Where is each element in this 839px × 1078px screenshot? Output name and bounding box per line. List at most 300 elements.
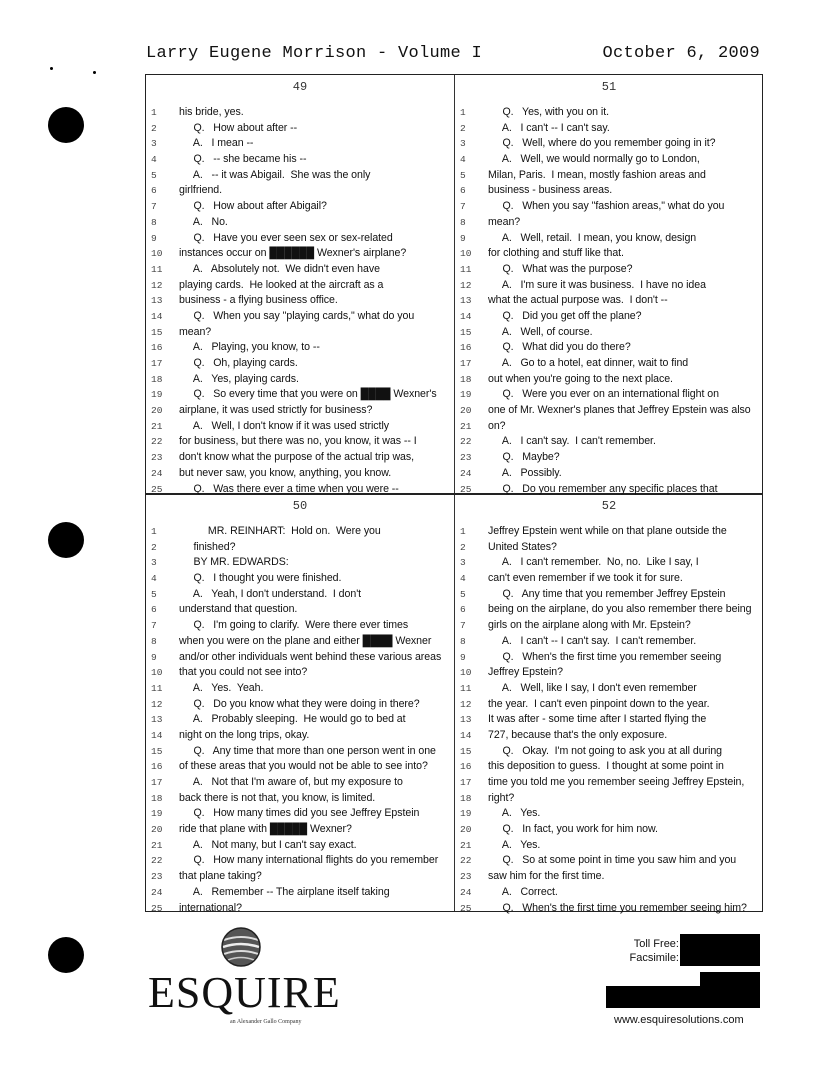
transcript-line [146, 744, 454, 760]
transcript-line [146, 571, 454, 587]
line-number: 10 [151, 667, 163, 679]
line-text: for clothing and stuff like that. [488, 247, 624, 260]
line-text: Q. Did you get off the plane? [488, 309, 642, 322]
line-text: A. Playing, you know, to -- [179, 341, 320, 354]
brand-name: ESQUIRE [148, 968, 341, 1017]
line-text: Q. How many times did you see Jeffrey Epstein [179, 807, 420, 820]
line-text: Q. What did you do there? [488, 341, 631, 354]
line-number: 17 [151, 358, 163, 369]
line-number: 23 [460, 452, 472, 464]
line-number: 13 [460, 714, 472, 726]
line-text: A. Yes. [488, 807, 541, 820]
line-number: 11 [460, 263, 472, 275]
transcript-line [146, 853, 454, 869]
line-number: 4 [151, 573, 157, 585]
line-text: instances occur on ██████ Wexner's airplane? [179, 247, 407, 260]
line-text: A. Yes, playing cards. [179, 372, 299, 385]
page-number: 49 [292, 80, 308, 94]
line-text: night on the long trips, okay. [179, 728, 310, 741]
line-text: MR. REINHART: Hold on. Were you [179, 525, 381, 537]
transcript-line [146, 540, 454, 556]
line-number: 9 [460, 651, 466, 663]
line-text: Q. Okay. I'm not going to ask you at all during [488, 744, 723, 757]
line-text: when you were on the plane and either ████ Wexner [179, 634, 432, 647]
line-text: A. I can't remember. No, no. Like I say, I [488, 556, 699, 569]
transcript-line [146, 231, 454, 247]
line-text: Q. When you say "fashion areas," what do you [488, 200, 725, 213]
transcript-line [455, 466, 763, 482]
transcript-line [455, 215, 763, 231]
line-number: 11 [151, 263, 163, 275]
line-number: 14 [151, 729, 163, 741]
transcript-line [146, 356, 454, 372]
line-text: right? [488, 791, 515, 804]
transcript-line [146, 434, 454, 450]
transcript-line [146, 822, 454, 838]
page-lines [146, 105, 454, 497]
line-text: Q. How about after -- [179, 121, 298, 134]
transcript-line [455, 712, 763, 728]
line-number: 19 [460, 389, 472, 401]
line-text: on? [488, 419, 506, 432]
line-number: 22 [460, 855, 472, 867]
transcript-line [146, 602, 454, 618]
transcript-line [146, 121, 454, 137]
transcript-line [455, 199, 763, 215]
transcript-line [146, 183, 454, 199]
globe-icon [220, 926, 262, 968]
line-number: 5 [151, 588, 157, 600]
line-text: A. I can't -- I can't say. I can't remember. [488, 634, 697, 647]
line-text: mean? [179, 325, 212, 338]
esquire-logo [148, 926, 388, 1025]
transcript-line [455, 728, 763, 744]
line-text: girlfriend. [179, 184, 223, 197]
transcript-line [455, 340, 763, 356]
transcript-line [146, 885, 454, 901]
transcript-line [146, 728, 454, 744]
transcript-line [146, 555, 454, 571]
line-number: 18 [460, 373, 472, 385]
line-number: 14 [151, 310, 163, 322]
transcript-line [146, 152, 454, 168]
line-text: playing cards. He looked at the aircraft as a [179, 278, 384, 291]
line-number: 17 [460, 777, 472, 788]
line-number: 14 [460, 310, 472, 322]
line-text: Q. When's the first time you remember seeing him? [488, 901, 747, 914]
transcript-line [455, 231, 763, 247]
line-text: this deposition to guess. I thought at some point in [488, 760, 724, 773]
line-text: out when you're going to the next place. [488, 372, 673, 385]
line-text: A. -- it was Abigail. She was the only [179, 168, 371, 181]
page-lines [455, 524, 763, 916]
page-number: 52 [601, 499, 617, 513]
line-number: 19 [460, 808, 472, 820]
line-number: 21 [151, 420, 163, 432]
transcript-line [455, 450, 763, 466]
facsimile-label: Facsimile: [629, 952, 679, 964]
line-text: Q. In fact, you work for him now. [488, 823, 658, 836]
transcript-line [146, 618, 454, 634]
line-number: 18 [151, 373, 163, 385]
line-number: 2 [151, 122, 157, 134]
line-text: A. Probably sleeping. He would go to bed at [179, 713, 406, 726]
transcript-page [455, 494, 763, 912]
line-number: 3 [460, 557, 466, 569]
line-text: business - a flying business office. [179, 294, 338, 307]
line-number: 5 [151, 169, 157, 181]
transcript-line [455, 540, 763, 556]
line-text: Jeffrey Epstein went while on that plane outside the [488, 525, 727, 537]
transcript-line [455, 262, 763, 278]
line-text: Q. Do you know what they were doing in there? [179, 697, 420, 710]
line-text: A. Remember -- The airplane itself taking [179, 885, 390, 898]
line-number: 5 [460, 169, 466, 181]
line-number: 17 [460, 358, 472, 369]
line-number: 4 [460, 573, 466, 585]
line-text: BY MR. EDWARDS: [179, 556, 289, 569]
line-number: 16 [460, 761, 472, 773]
deposition-title: Larry Eugene Morrison - Volume I [146, 44, 483, 63]
transcript-line [455, 806, 763, 822]
line-number: 1 [460, 526, 466, 537]
line-number: 8 [151, 216, 157, 228]
line-text: mean? [488, 215, 521, 228]
line-number: 10 [151, 248, 163, 260]
line-text: but never saw, you know, anything, you know. [179, 466, 392, 479]
transcript-line [455, 168, 763, 184]
transcript-line [146, 419, 454, 435]
transcript-line [146, 681, 454, 697]
line-text: what the actual purpose was. I don't -- [488, 294, 668, 307]
line-text: Q. Do you remember any specific places that [488, 482, 718, 495]
line-number: 22 [151, 855, 163, 867]
page-lines [146, 524, 454, 916]
line-text: Q. When's the first time you remember seeing [488, 650, 722, 663]
line-number: 18 [151, 792, 163, 804]
line-text: A. Well, like I say, I don't even remember [488, 681, 697, 694]
line-text: Q. Any time that more than one person went in one [179, 744, 436, 757]
line-text: Jeffrey Epstein? [488, 666, 563, 679]
line-number: 2 [460, 122, 466, 134]
transcript-line [455, 183, 763, 199]
transcript-line [146, 325, 454, 341]
line-number: 1 [151, 526, 157, 537]
line-text: don't know what the purpose of the actual trip was, [179, 451, 415, 464]
transcript-line [455, 901, 763, 917]
line-number: 24 [151, 467, 163, 479]
line-number: 13 [460, 295, 472, 307]
transcript-line [455, 697, 763, 713]
line-text: Q. So at some point in time you saw him and you [488, 854, 737, 867]
line-number: 21 [151, 839, 163, 851]
line-number: 11 [460, 682, 472, 694]
transcript-line [455, 618, 763, 634]
transcript-line [455, 246, 763, 262]
line-text: airplane, it was used strictly for business? [179, 404, 373, 417]
line-number: 5 [460, 588, 466, 600]
line-text: Q. So every time that you were on ████ Wexner's [179, 388, 437, 401]
transcript-page [455, 75, 763, 493]
transcript-line [455, 136, 763, 152]
toll-free-label: Toll Free: [633, 938, 679, 950]
line-number: 25 [460, 483, 472, 495]
transcript-line [455, 775, 763, 791]
line-number: 20 [460, 405, 472, 417]
binder-hole-bottom [48, 937, 84, 973]
transcript-line [146, 869, 454, 885]
line-number: 9 [151, 232, 157, 244]
page-lines [455, 105, 763, 497]
line-number: 24 [460, 467, 472, 479]
line-number: 11 [151, 682, 163, 694]
transcript-line [455, 278, 763, 294]
transcript-line [146, 168, 454, 184]
line-number: 12 [151, 698, 163, 710]
transcript-line [146, 791, 454, 807]
line-number: 4 [460, 154, 466, 166]
line-text: Q. How many international flights do you remember [179, 854, 439, 867]
line-number: 13 [151, 295, 163, 307]
line-number: 7 [460, 201, 466, 213]
transcript-line [146, 340, 454, 356]
transcript-line [455, 650, 763, 666]
line-number: 1 [460, 107, 466, 118]
line-text: Milan, Paris. I mean, mostly fashion areas and [488, 168, 706, 181]
transcript-line [146, 587, 454, 603]
line-text: Q. Have you ever seen sex or sex-related [179, 231, 393, 244]
scan-speck [93, 71, 96, 74]
transcript-line [455, 744, 763, 760]
transcript-line [146, 246, 454, 262]
line-number: 22 [151, 436, 163, 448]
transcript-line [455, 356, 763, 372]
transcript-line [455, 853, 763, 869]
line-text: that plane taking? [179, 870, 262, 883]
line-number: 13 [151, 714, 163, 726]
transcript-line [146, 278, 454, 294]
line-number: 21 [460, 839, 472, 851]
line-number: 23 [151, 452, 163, 464]
line-text: back there is not that, you know, is limited. [179, 791, 376, 804]
line-number: 23 [151, 871, 163, 883]
transcript-line [455, 885, 763, 901]
line-text: A. Yes. [488, 838, 541, 851]
transcript-line [146, 450, 454, 466]
transcript-page [146, 75, 454, 493]
transcript-line [146, 372, 454, 388]
line-number: 7 [460, 620, 466, 632]
line-number: 2 [151, 541, 157, 553]
line-number: 25 [151, 902, 163, 914]
redaction-box [680, 934, 760, 966]
line-text: can't even remember if we took it for sure. [488, 572, 683, 585]
line-text: ride that plane with █████ Wexner? [179, 823, 352, 836]
line-number: 10 [460, 667, 472, 679]
transcript-line [455, 105, 763, 121]
line-text: international? [179, 901, 242, 914]
line-text: girls on the airplane along with Mr. Epstein? [488, 619, 691, 632]
contact-block [600, 934, 760, 1034]
line-number: 16 [460, 342, 472, 354]
transcript-line [455, 152, 763, 168]
transcript-line [455, 524, 763, 540]
line-number: 25 [151, 483, 163, 495]
line-number: 8 [151, 635, 157, 647]
line-text: understand that question. [179, 603, 298, 616]
line-text: A. I can't say. I can't remember. [488, 435, 656, 448]
line-number: 20 [151, 824, 163, 836]
line-number: 3 [151, 557, 157, 569]
line-text: A. No. [179, 215, 228, 228]
line-number: 6 [460, 185, 466, 197]
line-number: 21 [460, 420, 472, 432]
line-number: 25 [460, 902, 472, 914]
line-number: 3 [460, 138, 466, 150]
website-link[interactable]: www.esquiresolutions.com [614, 1014, 744, 1026]
line-number: 12 [460, 698, 472, 710]
line-number: 17 [151, 777, 163, 788]
line-text: of these areas that you would not be able to see into? [179, 760, 428, 773]
line-text: United States? [488, 540, 557, 553]
transcript-line [146, 262, 454, 278]
line-text: saw him for the first time. [488, 870, 605, 883]
transcript-line [455, 571, 763, 587]
condensed-transcript-sheet [145, 74, 763, 912]
line-number: 15 [151, 326, 163, 338]
line-text: 727, because that's the only exposure. [488, 728, 668, 741]
line-number: 4 [151, 154, 157, 166]
line-number: 15 [460, 326, 472, 338]
line-text: Q. Was there ever a time when you were -- [179, 482, 399, 495]
transcript-line [146, 712, 454, 728]
transcript-page [146, 494, 454, 912]
line-number: 22 [460, 436, 472, 448]
transcript-line [455, 325, 763, 341]
line-text: A. Not that I'm aware of, but my exposure to [179, 776, 403, 788]
transcript-line [455, 791, 763, 807]
line-number: 2 [460, 541, 466, 553]
line-number: 14 [460, 729, 472, 741]
line-text: A. I can't -- I can't say. [488, 121, 610, 134]
transcript-line [455, 434, 763, 450]
transcript-line [455, 293, 763, 309]
line-text: A. Correct. [488, 885, 558, 898]
transcript-line [146, 759, 454, 775]
line-text: Q. Maybe? [488, 451, 560, 464]
line-text: A. Yeah, I don't understand. I don't [179, 587, 362, 600]
line-text: Q. Yes, with you on it. [488, 106, 609, 118]
line-text: A. Not many, but I can't say exact. [179, 838, 357, 851]
transcript-line [146, 634, 454, 650]
deposition-date: October 6, 2009 [602, 44, 760, 63]
line-text: Q. How about after Abigail? [179, 200, 327, 213]
redaction-box [606, 986, 760, 1008]
transcript-line [146, 650, 454, 666]
line-text: A. Well, retail. I mean, you know, design [488, 231, 697, 244]
transcript-line [455, 372, 763, 388]
line-number: 6 [460, 604, 466, 616]
transcript-line [146, 524, 454, 540]
line-text: A. Well, I don't know if it was used strictly [179, 419, 389, 432]
transcript-line [146, 199, 454, 215]
transcript-line [146, 466, 454, 482]
transcript-line [455, 387, 763, 403]
line-text: being on the airplane, do you also remember there being [488, 603, 752, 616]
transcript-line [455, 419, 763, 435]
transcript-line [146, 403, 454, 419]
line-number: 9 [460, 232, 466, 244]
line-number: 19 [151, 808, 163, 820]
line-text: Q. -- she became his -- [179, 153, 307, 166]
page-number: 51 [601, 80, 617, 94]
line-text: one of Mr. Wexner's planes that Jeffrey Epstein was also [488, 404, 751, 417]
transcript-line [455, 403, 763, 419]
line-text: and/or other individuals went behind these various areas [179, 650, 442, 663]
line-text: business - business areas. [488, 184, 613, 197]
line-text: Q. What was the purpose? [488, 262, 633, 275]
line-number: 15 [151, 745, 163, 757]
line-number: 15 [460, 745, 472, 757]
transcript-line [455, 681, 763, 697]
line-text: Q. Oh, playing cards. [179, 357, 298, 369]
line-number: 3 [151, 138, 157, 150]
line-number: 18 [460, 792, 472, 804]
transcript-header [146, 44, 760, 68]
line-text: Q. When you say "playing cards," what do you [179, 309, 415, 322]
transcript-line [146, 293, 454, 309]
transcript-line [455, 665, 763, 681]
transcript-line [146, 309, 454, 325]
transcript-line [146, 387, 454, 403]
line-number: 12 [151, 279, 163, 291]
line-text: finished? [179, 540, 236, 553]
line-text: Q. Well, where do you remember going in it? [488, 137, 716, 150]
transcript-line [146, 215, 454, 231]
line-number: 8 [460, 216, 466, 228]
binder-hole-top [48, 107, 84, 143]
transcript-line [146, 136, 454, 152]
scan-speck [50, 67, 53, 70]
line-text: A. Well, of course. [488, 325, 593, 338]
line-number: 23 [460, 871, 472, 883]
line-text: Q. Any time that you remember Jeffrey Epstein [488, 587, 726, 600]
transcript-line [455, 759, 763, 775]
line-number: 20 [460, 824, 472, 836]
line-number: 6 [151, 185, 157, 197]
line-text: Q. I thought you were finished. [179, 572, 342, 585]
binder-hole-middle [48, 522, 84, 558]
line-text: A. Absolutely not. We didn't even have [179, 262, 380, 275]
transcript-line [146, 775, 454, 791]
transcript-line [455, 309, 763, 325]
transcript-line [146, 697, 454, 713]
transcript-line [455, 587, 763, 603]
line-text: A. Well, we would normally go to London, [488, 153, 700, 166]
line-number: 16 [151, 761, 163, 773]
transcript-line [146, 105, 454, 121]
line-number: 24 [460, 886, 472, 898]
transcript-line [455, 838, 763, 854]
line-text: time you told me you remember seeing Jeffrey Epstein, [488, 776, 745, 788]
line-number: 20 [151, 405, 163, 417]
line-text: It was after - some time after I started flying the [488, 713, 707, 726]
line-number: 1 [151, 107, 157, 118]
line-number: 7 [151, 620, 157, 632]
line-text: A. I'm sure it was business. I have no idea [488, 278, 706, 291]
page-number: 50 [292, 499, 308, 513]
transcript-line [146, 806, 454, 822]
